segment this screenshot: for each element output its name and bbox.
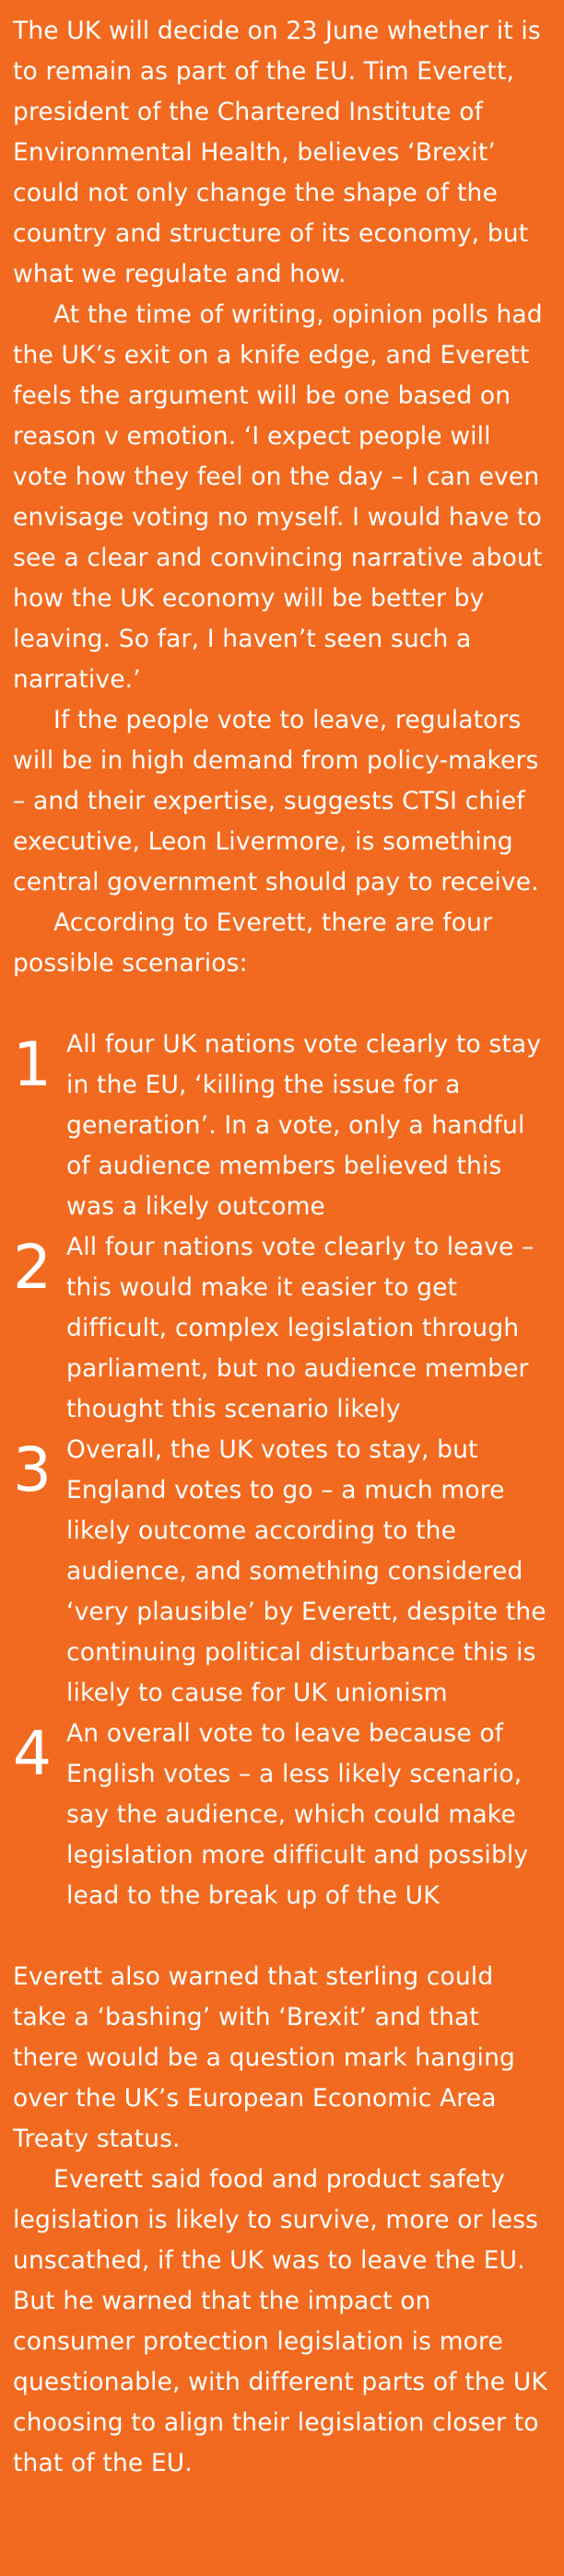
scenario-number: 3 <box>13 1434 50 1505</box>
intro-paragraph-3: If the people vote to leave, regulators will be in high demand from policy-makers – and their expertise, suggests CTSI chief executive, Leon Livermore, is something central government should pay to receive. <box>13 706 539 896</box>
scenario-item-4 <box>13 1714 551 1916</box>
scenario-item-1 <box>13 1025 551 1227</box>
intro-paragraph-4: According to Everett, there are four possible scenarios: <box>13 908 493 978</box>
intro-paragraph-2: At the time of writing, opinion polls had the UK’s exit on a knife edge, and Everett feels the argument will be one based on reason v emotion. ‘I expect people will vote how they feel on the day – I can even envisage voting no myself. I would have to see a clear and convincing narrative about how the UK economy will be better by leaving. So far, I haven’t seen such a narrative.’ <box>13 300 543 694</box>
scenario-text: An overall vote to leave because of English votes – a less likely scenario, say the audience, which could make legislation more difficult and possibly lead to the break up of the UK <box>66 1719 529 1910</box>
scenario-item-3 <box>13 1430 551 1714</box>
outro-section <box>13 1957 551 2484</box>
scenario-text: All four UK nations vote clearly to stay in the EU, ‘killing the issue for a generation’. In a vote, only a handful of audience members believed this was a likely outcome <box>66 1030 542 1221</box>
scenario-list <box>13 1025 551 1916</box>
scenario-number: 4 <box>13 1718 50 1789</box>
scenario-number: 1 <box>13 1029 50 1100</box>
scenario-number: 2 <box>13 1232 50 1303</box>
scenario-item-2 <box>13 1227 551 1430</box>
scenario-text: Overall, the UK votes to stay, but England votes to go – a much more likely outcome according to the audience, and something considered ‘very plausible’ by Everett, despite the continuing political disturbance this is likely to cause for UK unionism <box>66 1435 546 1707</box>
intro-section <box>13 11 551 984</box>
outro-paragraph-2: Everett said food and product safety legislation is likely to survive, more or less unscathed, if the UK was to leave the EU. But he warned that the impact on consumer protection legislation is more questionable, with different parts of the UK choosing to align their legislation closer to that of the EU. <box>13 2165 547 2477</box>
scenario-text: All four nations vote clearly to leave – this would make it easier to get difficult, complex legislation through parliament, but no audience member thought this scenario likely <box>66 1233 535 1423</box>
outro-paragraph-1: Everett also warned that sterling could take a ‘bashing’ with ‘Brexit’ and that there would be a question mark hanging over the UK’s European Economic Area Treaty status. <box>13 1962 515 2153</box>
intro-paragraph-1: The UK will decide on 23 June whether it is to remain as part of the EU. Tim Everett, president of the Chartered Institute of Environmental Health, believes ‘Brexit’ could not only change the shape of the country and structure of its economy, but what we regulate and how. <box>13 17 541 288</box>
